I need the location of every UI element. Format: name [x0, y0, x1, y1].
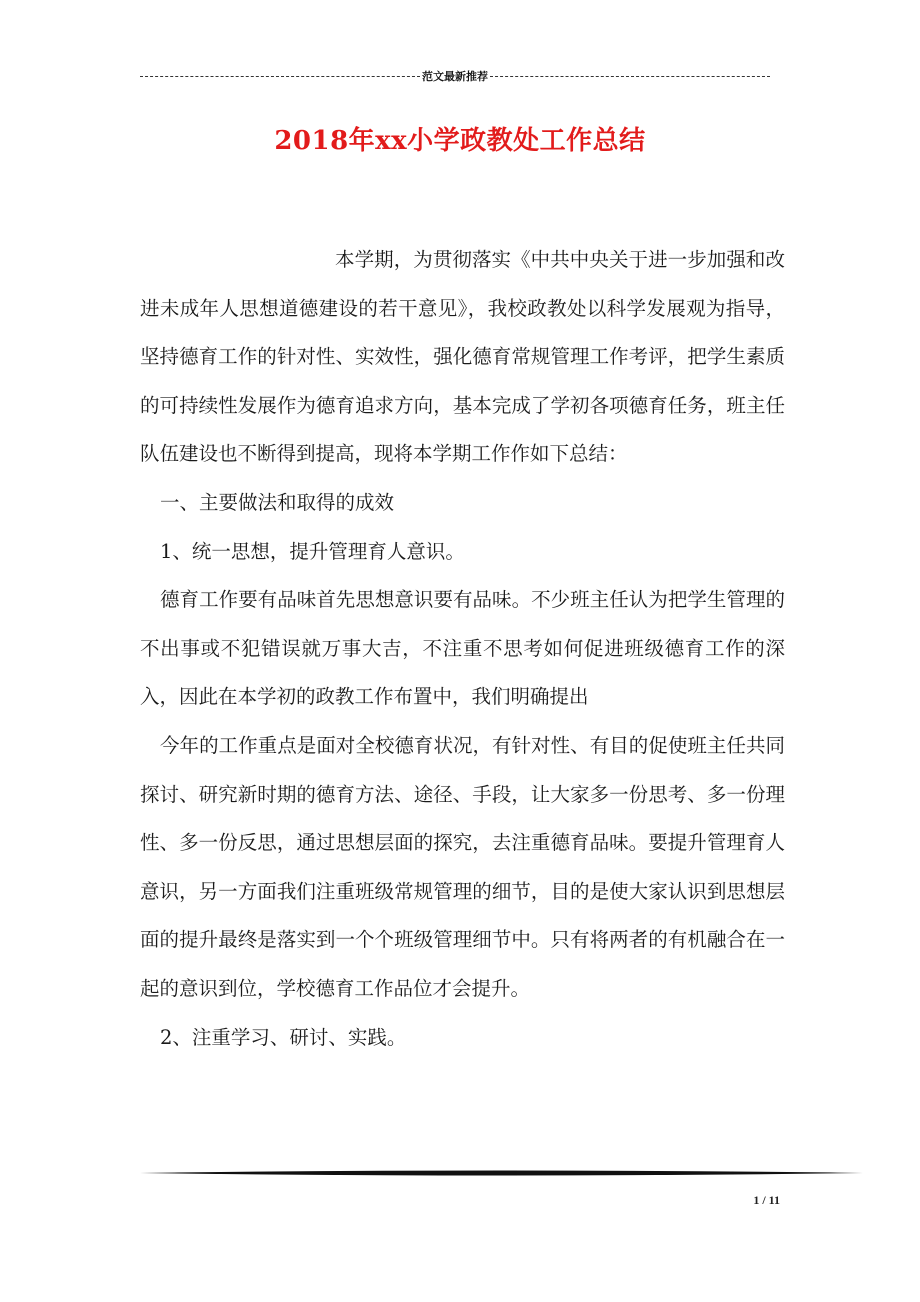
subsection-heading: 2、注重学习、研讨、实践。: [160, 1025, 407, 1049]
document-body: [140, 236, 785, 1062]
body-paragraph: 今年的工作重点是面对全校德育状况，有针对性、有目的促使班主任共同探讨、研究新时期的德育方法、途径、手段，让大家多一份思考、多一份理性、多一份反思，通过思想层面的探究，去注重德育品味。要提升管理育人意识，另一方面我们注重班级常规管理的细节，目的是使大家认识到思想层面的提升最终是落实到一个个班级管理细节中。只有将两者的有机融合在一起的意识到位，学校德育工作品位才会提升。: [140, 733, 785, 1000]
document-title: 2018年xx小学政教处工作总结: [274, 126, 646, 156]
section-heading: 一、主要做法和取得的成效: [160, 490, 395, 514]
body-paragraph: 德育工作要有品味首先思想意识要有品味。不少班主任认为把学生管理的不出事或不犯错误就万事大吉，不注重不思考如何促进班级德育工作的深入，因此在本学初的政教工作布置中，我们明确提出: [140, 588, 785, 709]
header-dashes-left: [140, 76, 420, 77]
footer-rule: [140, 1169, 863, 1177]
subsection-heading: 1、统一思想，提升管理育人意识。: [160, 539, 465, 563]
intro-paragraph: 本学期，为贯彻落实《中共中央关于进一步加强和改进未成年人思想道德建设的若干意见》，我校政教处以科学发展观为指导，坚持德育工作的针对性、实效性，强化德育常规管理工作考评，把学生素质的可持续性发展作为德育追求方向，基本完成了学初各项德育任务，班主任队伍建设也不断得到提高，现将本学期工作作如下总结：: [140, 248, 785, 466]
page-number: 1 / 11: [753, 1193, 780, 1207]
header-dashes-right: [490, 76, 770, 77]
header-label: 范文最新推荐: [422, 70, 488, 83]
page-header: [140, 69, 770, 83]
